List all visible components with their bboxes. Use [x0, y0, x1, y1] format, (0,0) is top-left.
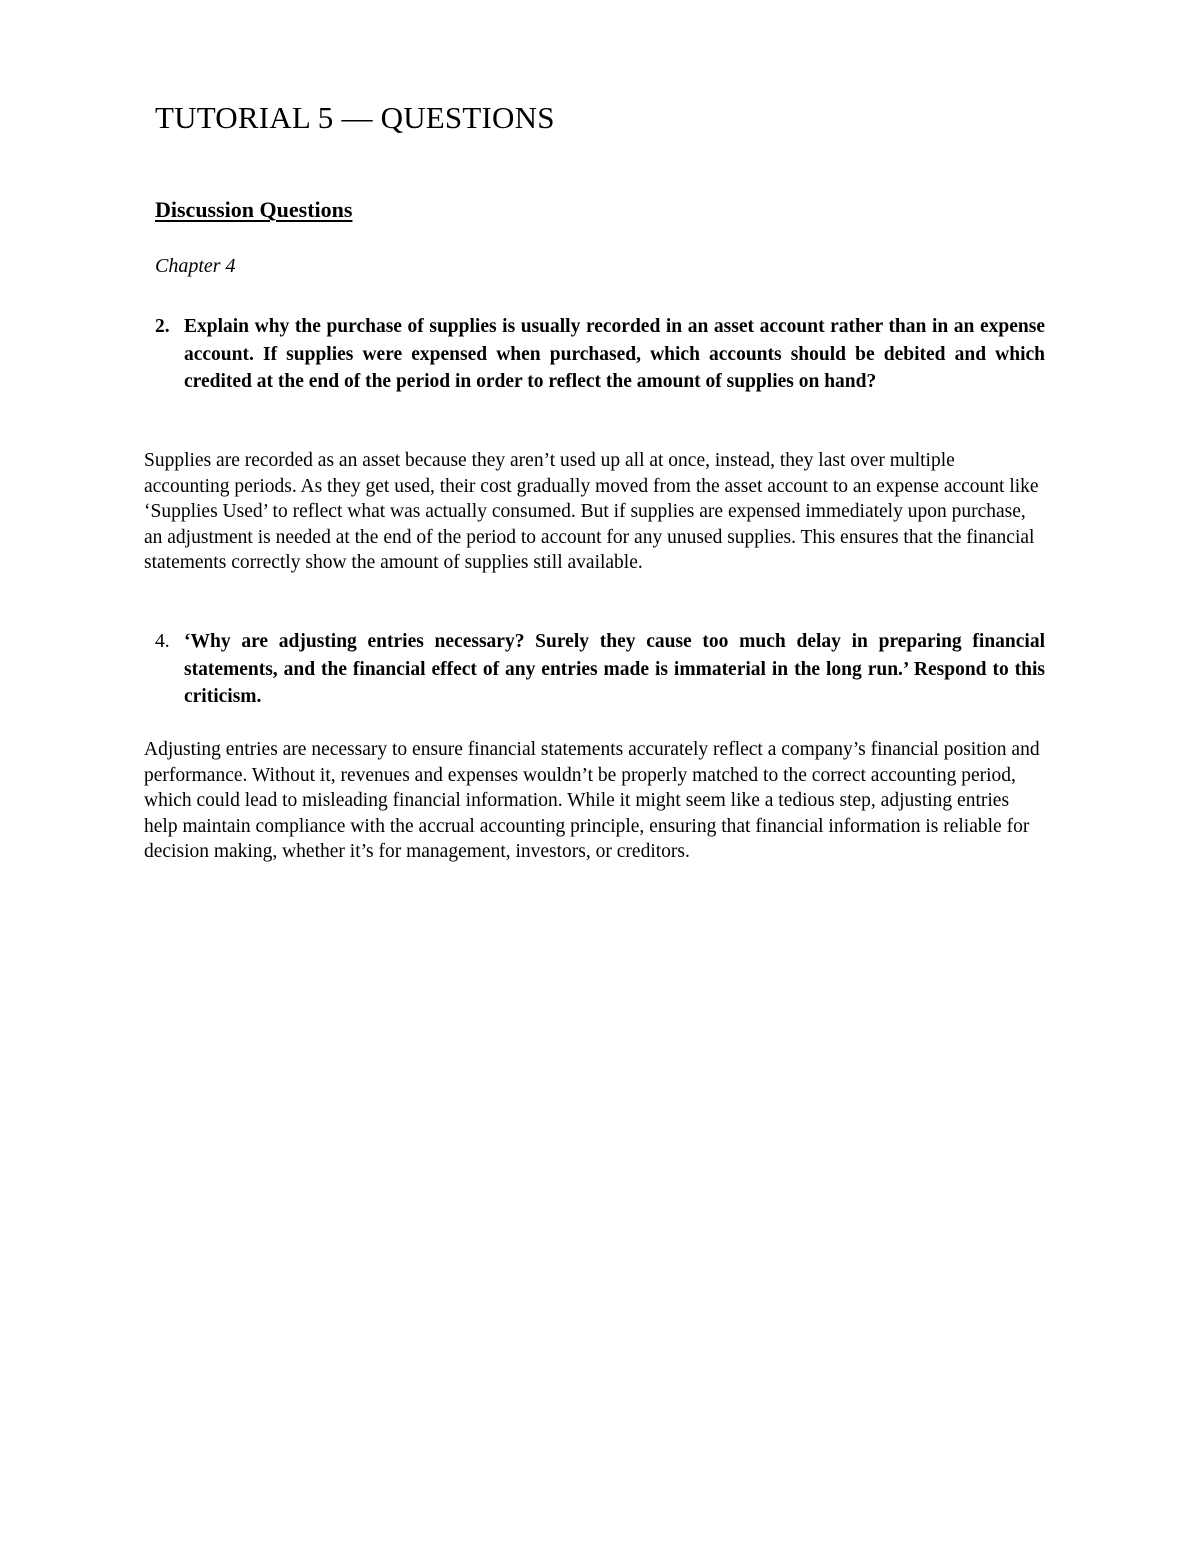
page-title: TUTORIAL 5 — QUESTIONS [155, 100, 555, 135]
question-2 [155, 313, 1045, 396]
answer-4: Adjusting entries are necessary to ensure financial statements accurately reflect a company’s financial position and performance. Without it, revenues and expenses wouldn’t be properly matched to the correct accounting period, which could lead to misleading financial information. While it might seem like a tedious step, adjusting entries help maintain compliance with the accrual accounting principle, ensuring that financial information is reliable for decision making, whether it’s for management, investors, or creditors. [144, 739, 1040, 862]
chapter-label: Chapter 4 [155, 255, 236, 277]
question-text: Explain why the purchase of supplies is usually recorded in an asset account rather than in an expense account. If supplies were expensed when purchased, which accounts should be debited and which credited at the end of the period in order to reflect the amount of supplies on hand? [184, 316, 1045, 392]
question-number: 2. [155, 316, 170, 337]
question-row [155, 313, 1045, 396]
question-4 [155, 628, 1045, 711]
section-heading: Discussion Questions [155, 197, 353, 222]
question-number: 4. [155, 631, 170, 652]
question-row [155, 628, 1045, 711]
question-text: ‘Why are adjusting entries necessary? Surely they cause too much delay in preparing financial statements, and the financial effect of any entries made is immaterial in the long run.’ Respond to this criticism. [184, 631, 1045, 707]
answer-2: Supplies are recorded as an asset because they aren’t used up all at once, instead, they last over multiple accounting periods. As they get used, their cost gradually moved from the asset account to an expense account like ‘Supplies Used’ to reflect what was actually consumed. But if supplies are expensed immediately upon purchase, an adjustment is needed at the end of the period to account for any unused supplies. This ensures that the financial statements correctly show the amount of supplies still available. [144, 450, 1039, 573]
